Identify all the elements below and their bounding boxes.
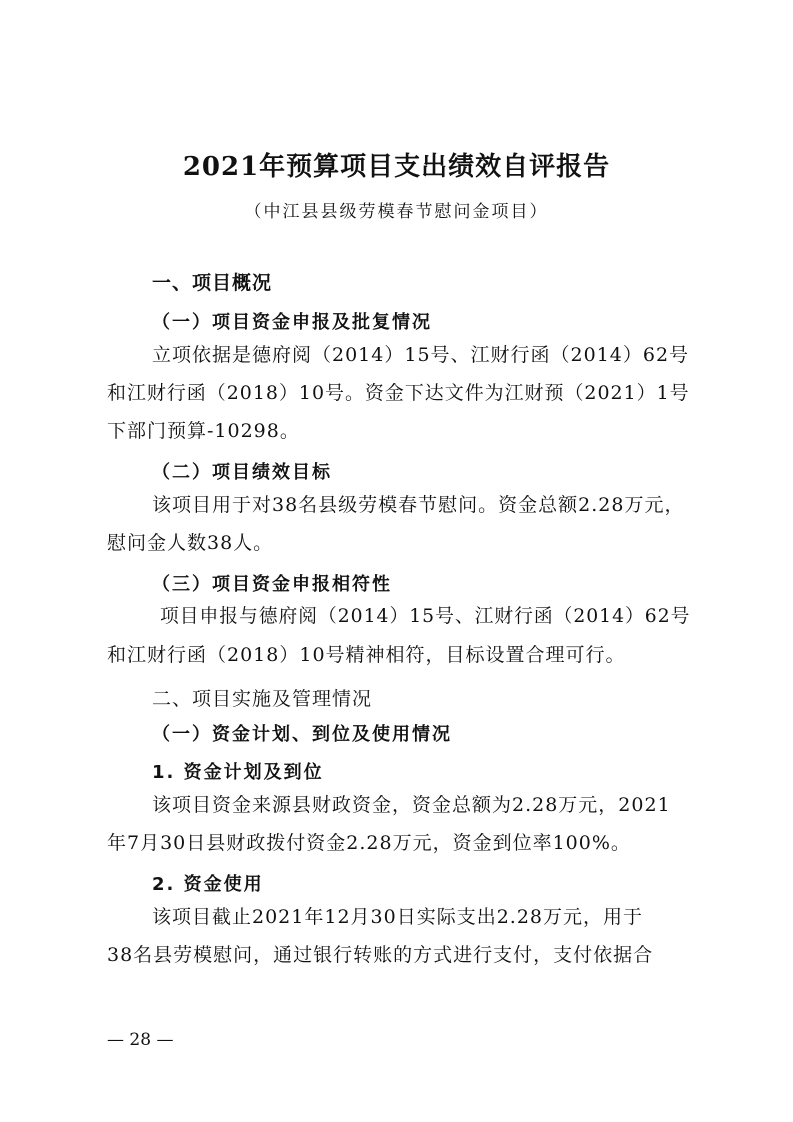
report-title: 2021年预算项目支出绩效自评报告 [182,152,611,182]
section1-sub2-line2: 慰问金人数38人。 [107,532,274,554]
section2-item2-line2: 38名县劳模慰问，通过银行转账的方式进行支付，支付依据合 [107,944,654,966]
section1-sub3-line2: 和江财行函（2018）10号精神相符，目标设置合理可行。 [107,644,626,666]
section1-sub1-line2: 和江财行函（2018）10号。资金下达文件为江财预（2021）1号 [107,382,690,404]
page-number: — 28 — [107,1030,174,1050]
section1-sub2-heading: （二）项目绩效目标 [152,462,332,483]
section1-heading: 一、项目概况 [152,272,273,294]
section2-item2-line1: 该项目截止2021年12月30日实际支出2.28万元，用于 [152,906,644,928]
report-subtitle: （中江县县级劳模春节慰问金项目） [244,202,549,222]
section2-item2-heading: 2. 资金使用 [152,874,264,895]
section1-sub1-heading: （一）项目资金申报及批复情况 [152,312,432,333]
section2-item1-line1: 该项目资金来源县财政资金，资金总额为2.28万元，2021 [152,794,671,816]
section1-sub1-line1: 立项依据是德府阅（2014）15号、江财行函（2014）62号 [152,344,690,366]
section2-sub1-heading: （一）资金计划、到位及使用情况 [152,724,452,745]
section2-item1-line2: 年7月30日县财政拨付资金2.28万元，资金到位率100%。 [107,832,631,854]
section2-heading: 二、项目实施及管理情况 [152,688,373,710]
section1-sub3-line1: 项目申报与德府阅（2014）15号、江财行函（2014）62号 [160,606,691,627]
section2-item1-heading: 1. 资金计划及到位 [152,762,324,783]
section1-sub1-line3: 下部门预算-10298。 [107,420,300,442]
section1-sub3-heading: （三）项目资金申报相符性 [152,574,392,595]
section1-sub2-line1: 该项目用于对38名县级劳模春节慰问。资金总额2.28万元， [152,494,685,516]
